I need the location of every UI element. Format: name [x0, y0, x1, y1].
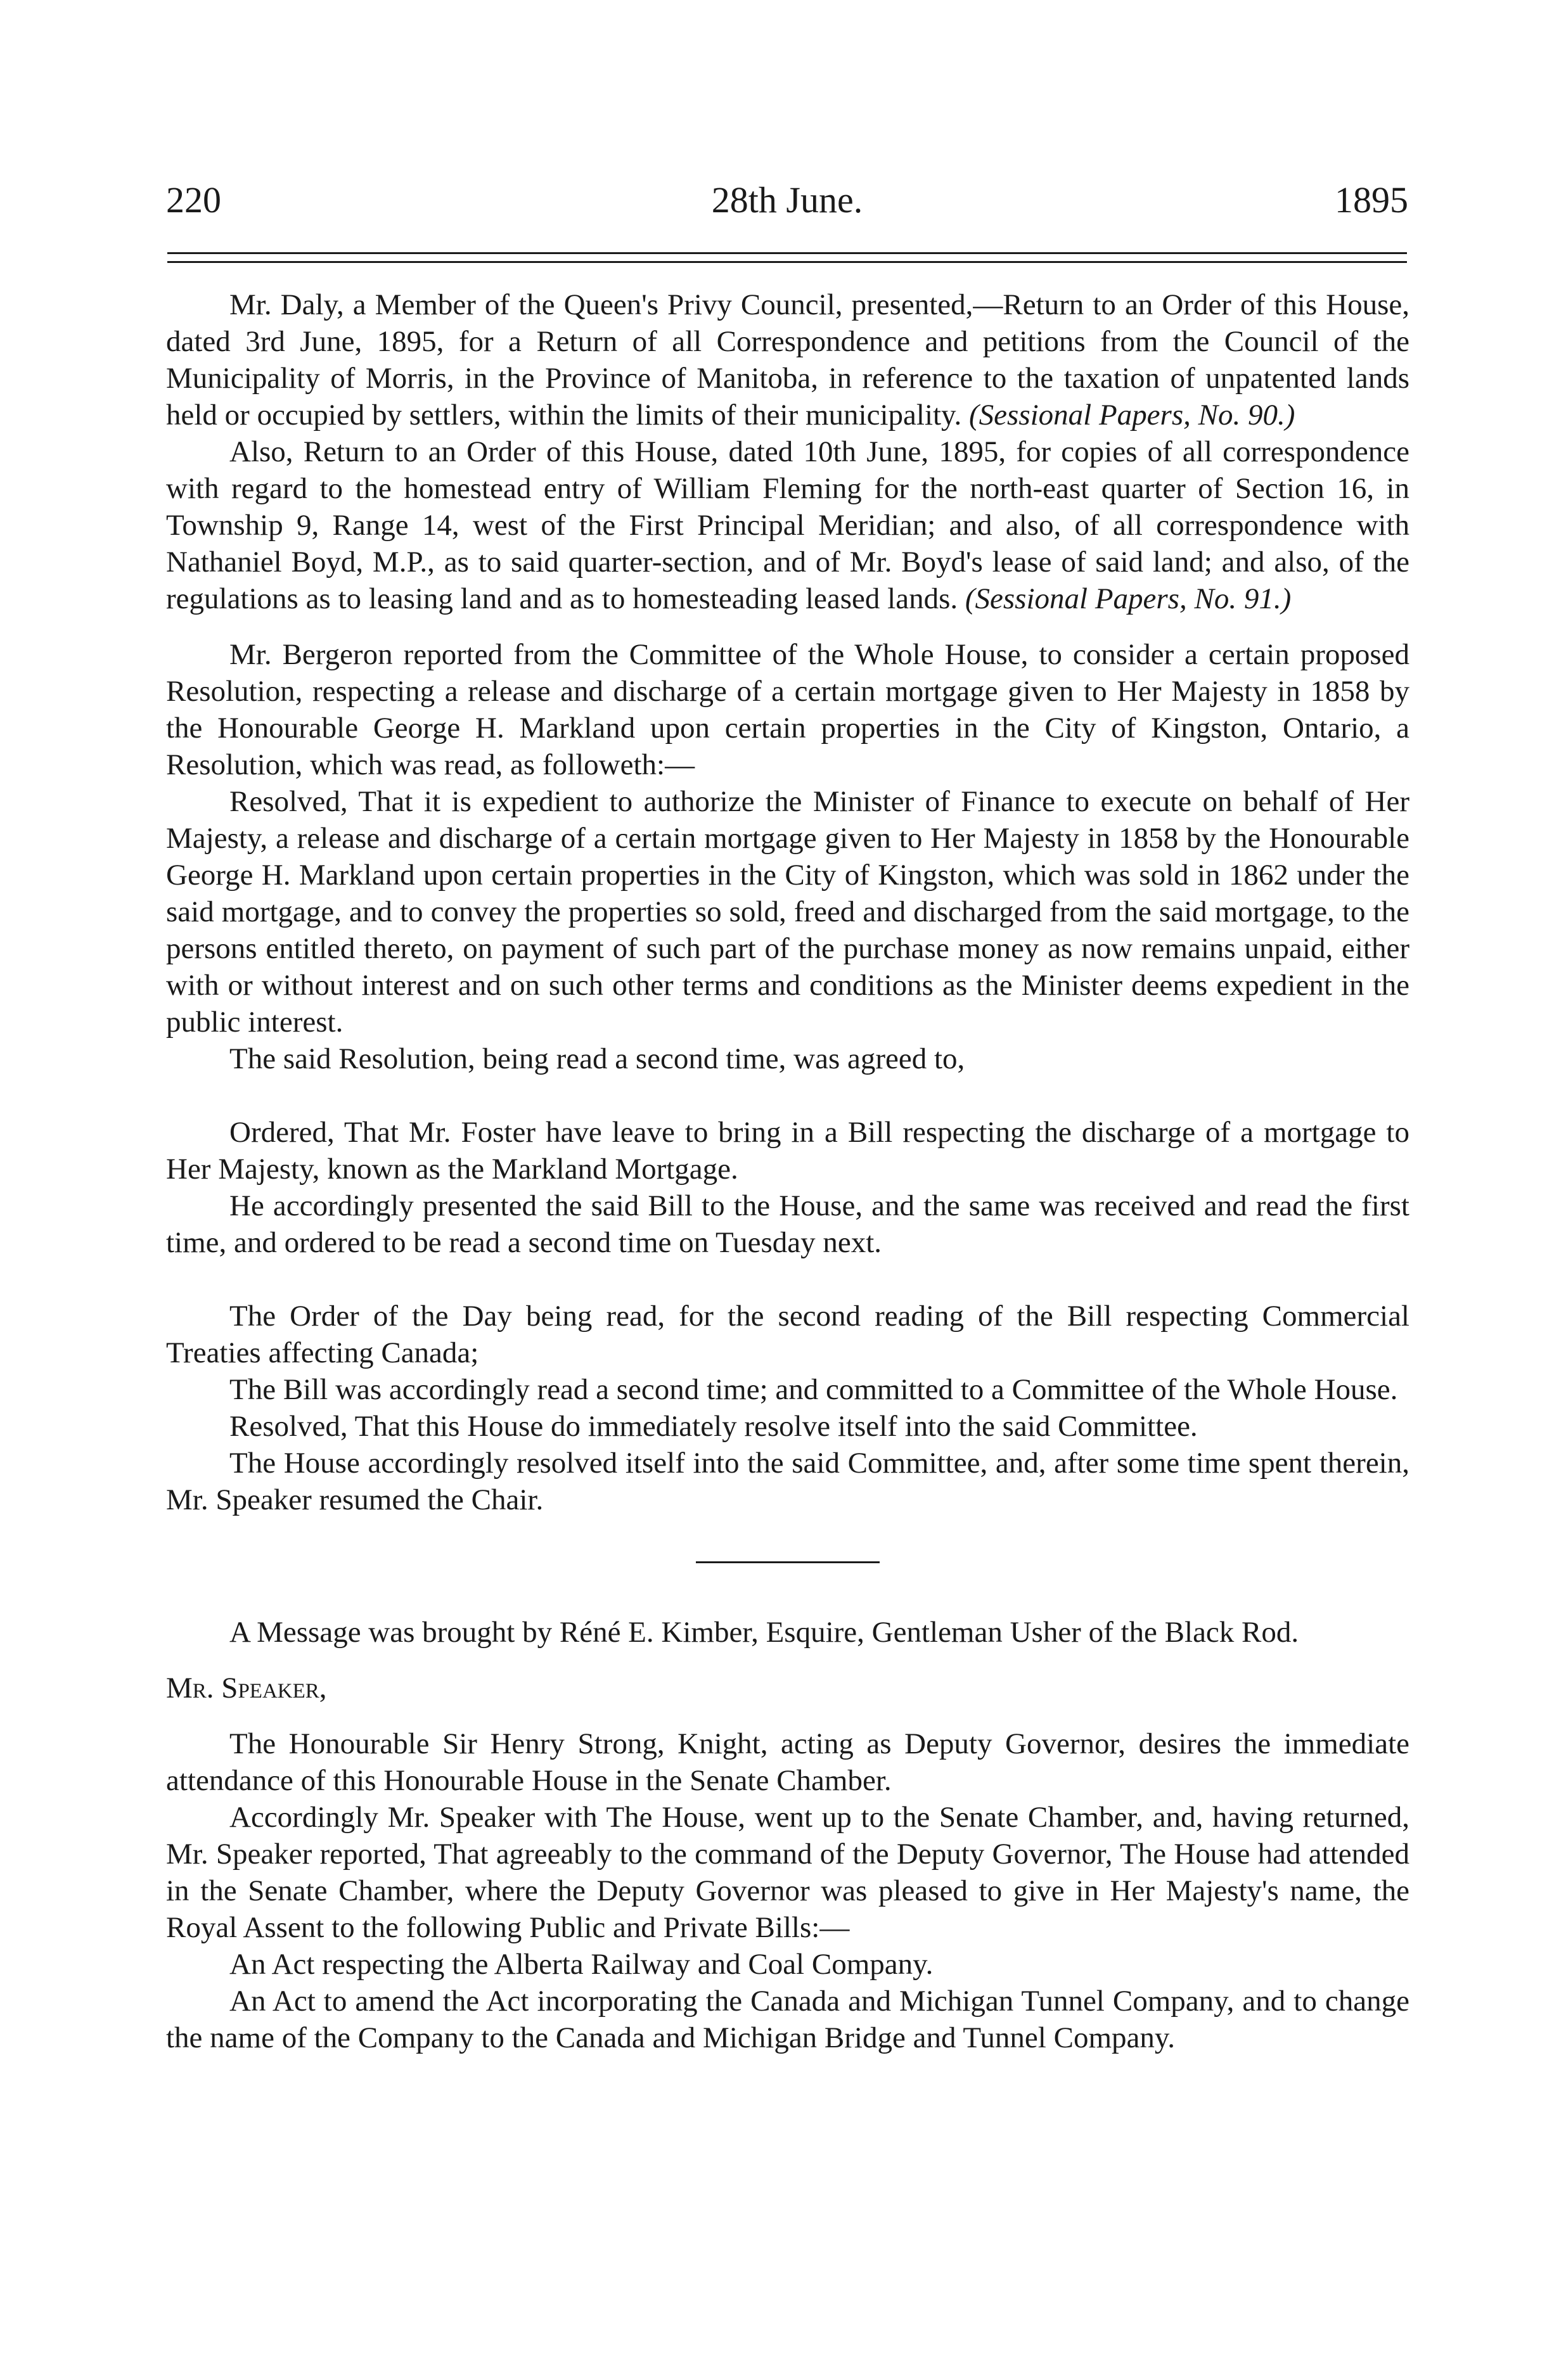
paragraph-resolved-committee: Resolved, That this House do immediately resolve itself into the said Committee.: [229, 1410, 1198, 1443]
sessional-papers-ref: (Sessional Papers, No. 91.): [965, 582, 1292, 615]
paragraph-foster-bill: Ordered, That Mr. Foster have leave to bring in a Bill respecting the discharge of a mortgage to Her Majesty, known as the Markland Mortgage.: [166, 1116, 1409, 1186]
paragraph-agreed: The said Resolution, being read a second time, was agreed to,: [229, 1042, 965, 1075]
paragraph-bergeron-report: Mr. Bergeron reported from the Committee of the Whole House, to consider a certain proposed Resolution, respecting a release and discharge of a certain mortgage given to Her Majesty in 1858 by the Honourable George H. Markland upon certain properties in the City of Kingston, Ontario, a Resolution, which was read, as followeth:—: [166, 638, 1409, 781]
journal-body: [166, 286, 1409, 2056]
paragraph-bill-presented: He accordingly presented the said Bill to the House, and the same was received and read the first time, and ordered to be read a second time on Tuesday next.: [166, 1189, 1409, 1259]
page-date: 28th June.: [711, 179, 863, 221]
bill-canada-michigan-tunnel: An Act to amend the Act incorporating the Canada and Michigan Tunnel Company, and to change the name of the Company to the Canada and Michigan Bridge and Tunnel Company.: [166, 1985, 1409, 2054]
paragraph-daly-return: Mr. Daly, a Member of the Queen's Privy Council, presented,—Return to an Order of this House, dated 3rd June, 1895, for a Return of all Correspondence and petitions from the Council of the Municipality of Morris, in the Province of Manitoba, in reference to the taxation of unpatented lands held or occupied by settlers, within the limits of their municipality. (Sessional Papers, No. 90.): [166, 288, 1409, 432]
paragraph-order-of-day: The Order of the Day being read, for the second reading of the Bill respecting Commercial Treaties affecting Canada;: [166, 1300, 1409, 1369]
paragraph-black-rod-message: A Message was brought by Réné E. Kimber, Esquire, Gentleman Usher of the Black Rod.: [229, 1616, 1299, 1649]
sessional-papers-ref: (Sessional Papers, No. 90.): [969, 399, 1295, 432]
header-rule-top: [167, 252, 1407, 254]
paragraph-bill-committed: The Bill was accordingly read a second time; and committed to a Committee of the Whole House.: [229, 1373, 1398, 1406]
paragraph-deputy-governor: The Honourable Sir Henry Strong, Knight, acting as Deputy Governor, desires the immediate attendance of this Honourable House in the Senate Chamber.: [166, 1727, 1409, 1797]
page-number: 220: [166, 179, 221, 221]
speaker-salutation: Mr. Speaker,: [166, 1672, 327, 1705]
section-divider: [696, 1561, 880, 1563]
page-header: [166, 179, 1408, 229]
paragraph-royal-assent: Accordingly Mr. Speaker with The House, went up to the Senate Chamber, and, having returned, Mr. Speaker reported, That agreeably to the command of the Deputy Governor, The House had attended in the Senate Chamber, where the Deputy Governor was pleased to give in Her Majesty's name, the Royal Assent to the following Public and Private Bills:—: [166, 1801, 1409, 1944]
page-year: 1895: [1335, 179, 1408, 221]
paragraph-committee-resolved: The House accordingly resolved itself into the said Committee, and, after some time spent therein, Mr. Speaker resumed the Chair.: [166, 1447, 1409, 1516]
paragraph-fleming-return: Also, Return to an Order of this House, dated 10th June, 1895, for copies of all correspondence with regard to the homestead entry of William Fleming for the north-east quarter of Section 16, in Township 9, Range 14, west of the First Principal Meridian; and also, of all correspondence with Nathaniel Boyd, M.P., as to said quarter-section, and of Mr. Boyd's lease of said land; and also, of the regulations as to leasing land and as to homesteading leased lands. (Sessional Papers, No. 91.): [166, 435, 1409, 615]
header-rule-bottom: [167, 261, 1407, 263]
paragraph-resolution: Resolved, That it is expedient to authorize the Minister of Finance to execute on behalf of Her Majesty, a release and discharge of a certain mortgage given to Her Majesty in 1858 by the Honourable George H. Markland upon certain properties in the City of Kingston, which was sold in 1862 under the said mortgage, and to convey the properties so sold, freed and discharged from the said mortgage, to the persons entitled thereto, on payment of such part of the purchase money as now remains unpaid, either with or without interest and on such other terms and conditions as the Minister deems expedient in the public interest.: [166, 785, 1409, 1039]
bill-alberta-railway: An Act respecting the Alberta Railway and Coal Company.: [229, 1948, 934, 1981]
